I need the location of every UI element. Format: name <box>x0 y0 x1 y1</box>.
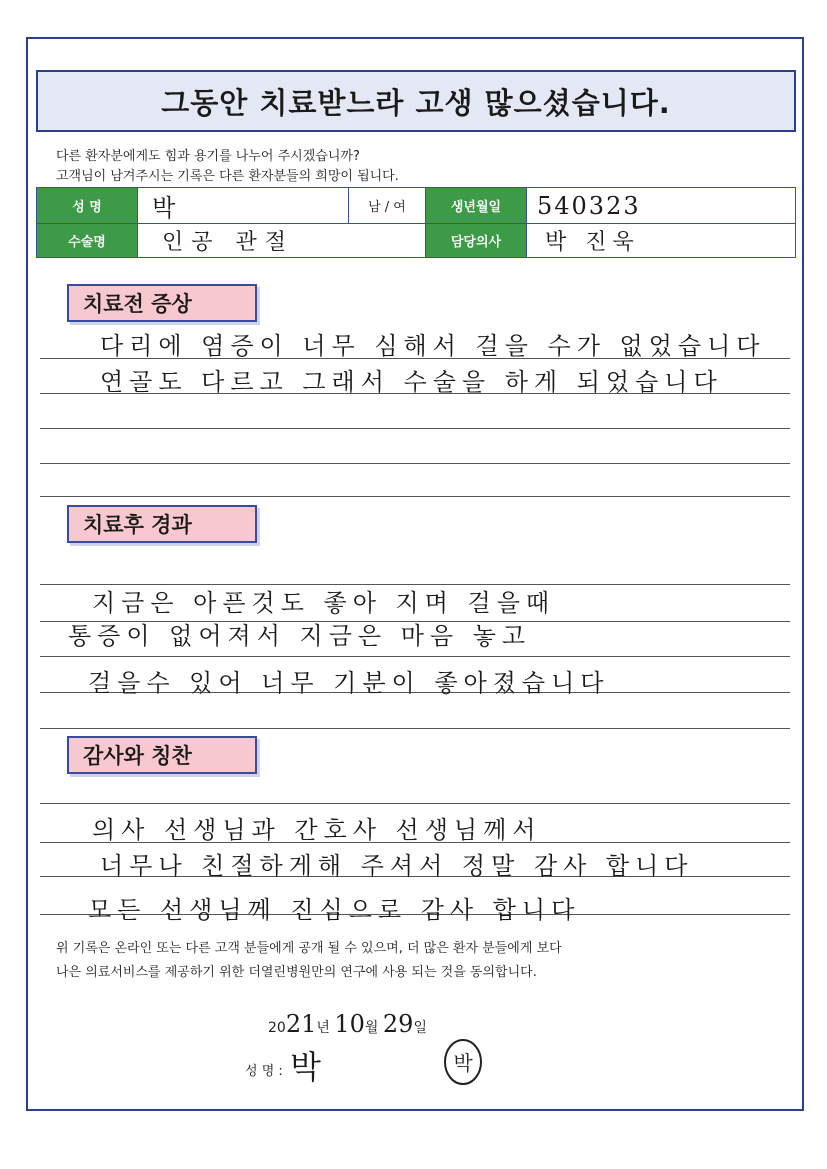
before-text-line-1: 다리에 염증이 너무 심해서 걸을 수가 없었습니다 <box>100 332 766 360</box>
signature-seal-icon <box>438 1036 488 1088</box>
date-month-hw: 10 <box>334 1010 365 1038</box>
signature-name: 박 <box>290 1048 321 1086</box>
title-banner <box>36 70 796 132</box>
date-year-prefix: 20 <box>268 1020 286 1036</box>
section-thanks-label: 감사와 칭찬 <box>67 736 257 774</box>
date-line <box>268 1010 427 1038</box>
doctor-value: 박 진욱 <box>545 230 640 255</box>
date-month-unit: 월 <box>364 1020 379 1036</box>
surgery-field[interactable] <box>138 224 426 258</box>
section-before-label: 치료전 증상 <box>67 284 257 322</box>
date-day-unit: 일 <box>413 1020 427 1036</box>
before-text-line-2: 연골도 다르고 그래서 수술을 하게 되었습니다 <box>100 368 723 396</box>
writing-line <box>40 496 790 497</box>
intro-line-1: 다른 환자분에게도 힘과 용기를 나누어 주시겠습니까? <box>56 149 360 164</box>
writing-line <box>40 728 790 729</box>
signature-label: 성 명 : <box>245 1064 283 1079</box>
after-text-line-2: 통증이 없어져서 지금은 마음 놓고 <box>68 622 532 650</box>
surgery-label: 수술명 <box>37 224 138 258</box>
name-value: 박 <box>152 194 176 222</box>
name-field[interactable] <box>138 188 349 224</box>
writing-line <box>40 803 790 804</box>
gender-label: 남 / 여 <box>368 200 406 215</box>
birth-field[interactable] <box>527 188 796 224</box>
thanks-text-line-1: 의사 선생님과 간호사 선생님께서 <box>92 816 542 844</box>
patient-info-table <box>36 187 796 258</box>
surgery-value: 인공 관절 <box>162 230 295 255</box>
thanks-text-line-3: 모든 선생님께 진심으로 감사 합니다 <box>88 896 581 924</box>
seal-text: 박 <box>453 1051 473 1075</box>
writing-line <box>40 428 790 429</box>
consent-line-1: 위 기록은 온라인 또는 다른 고객 분들에게 공개 될 수 있으며, 더 많은 환자 분들에게 보다 <box>56 941 562 956</box>
birth-label: 생년월일 <box>426 188 527 224</box>
doctor-label: 담당의사 <box>426 224 527 258</box>
date-year-unit: 년 <box>316 1020 330 1036</box>
doctor-field[interactable] <box>527 224 796 258</box>
date-year-hw: 21 <box>285 1010 317 1038</box>
name-label: 성 명 <box>37 188 138 224</box>
thanks-text-line-2: 너무나 친절하게해 주셔서 정말 감사 합니다 <box>100 852 694 880</box>
after-text-line-3: 걸을수 있어 너무 기분이 좋아졌습니다 <box>88 669 610 697</box>
writing-line <box>40 463 790 464</box>
writing-line <box>40 656 790 657</box>
intro-line-2: 고객님이 남겨주시는 기록은 다른 환자분들의 희망이 됩니다. <box>56 169 399 184</box>
after-text-line-1: 지금은 아픈것도 좋아 지며 걸을때 <box>92 589 556 617</box>
page-title: 그동안 치료받느라 고생 많으셨습니다. <box>161 85 671 120</box>
consent-line-2: 나은 의료서비스를 제공하기 위한 더열린병원만의 연구에 사용 되는 것을 동의합니다. <box>56 965 537 980</box>
date-day-hw: 29 <box>382 1010 414 1038</box>
birth-value: 540323 <box>537 191 641 220</box>
gender-field[interactable] <box>349 188 426 224</box>
section-after-label: 치료후 경과 <box>67 505 257 543</box>
